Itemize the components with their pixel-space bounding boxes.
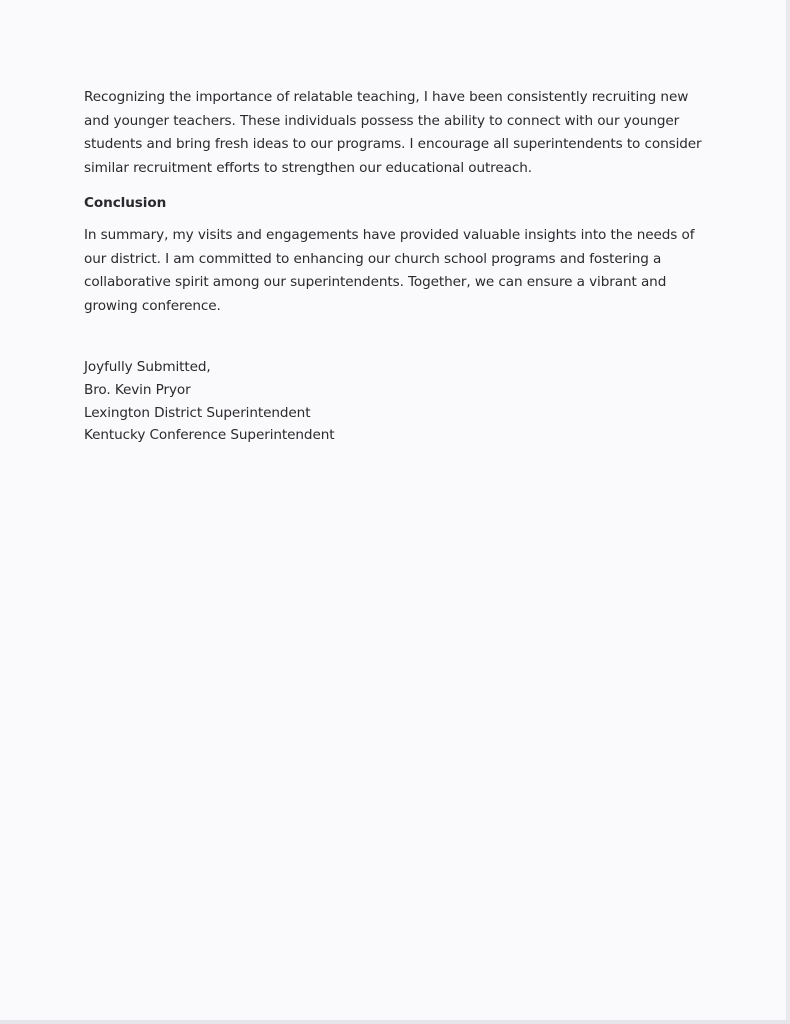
page-edge-bottom xyxy=(0,1020,790,1024)
signature-block xyxy=(84,356,704,446)
signature-title-conference: Kentucky Conference Superintendent xyxy=(84,427,335,444)
conclusion-paragraph: In summary, my visits and engagements have provided valuable insights into the needs of our district. I am committed to enhancing our church school programs and fostering a collaborative spirit among our superintendents. Together, we can ensure a vibrant and growing conference. xyxy=(84,226,695,314)
document-body xyxy=(84,86,704,447)
signature-title-district: Lexington District Superintendent xyxy=(84,404,311,421)
recruitment-paragraph: Recognizing the importance of relatable teaching, I have been consistently recruiting new and younger teachers. These individuals possess the ability to connect with our younger students and bring fresh ideas to our programs. I encourage all superintendents to consider similar recruitment efforts to strengthen our educational outreach. xyxy=(84,89,702,176)
page-edge-right xyxy=(786,0,790,1024)
conclusion-heading: Conclusion xyxy=(84,195,167,212)
signature-name: Bro. Kevin Pryor xyxy=(84,381,191,398)
signature-closing: Joyfully Submitted, xyxy=(84,359,211,376)
